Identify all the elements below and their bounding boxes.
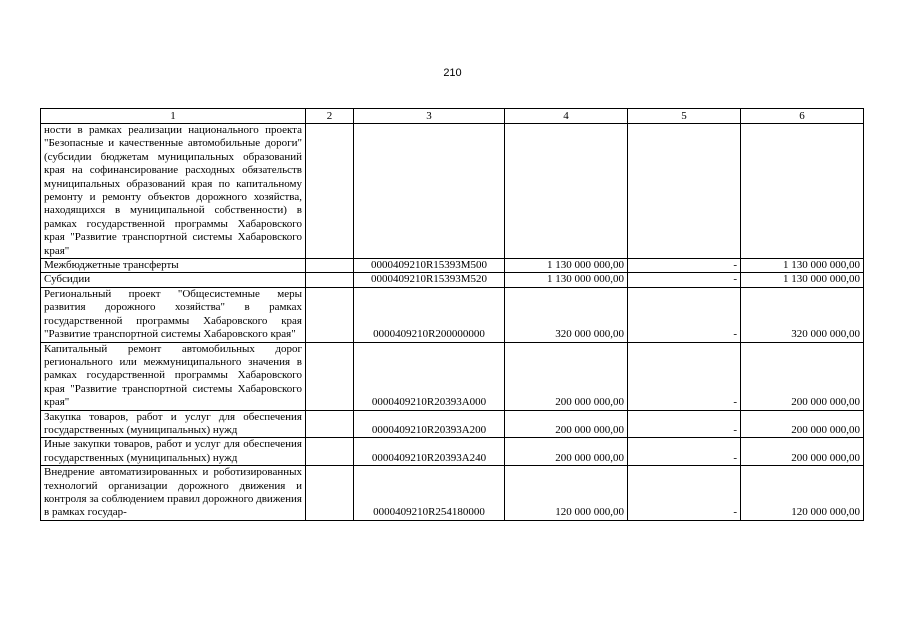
- row-amount: 1 130 000 000,00: [505, 273, 628, 287]
- table-row: [41, 287, 864, 342]
- row-amount: 200 000 000,00: [505, 438, 628, 466]
- row-code: 0000409210R200000000: [354, 287, 505, 342]
- column-header-2: 2: [306, 109, 354, 124]
- row-col2: [306, 124, 354, 259]
- table-row: [41, 273, 864, 287]
- row-total: 1 130 000 000,00: [741, 273, 864, 287]
- row-amount: 320 000 000,00: [505, 287, 628, 342]
- row-col2: [306, 438, 354, 466]
- row-code: 0000409210R254180000: [354, 466, 505, 521]
- table-row: [41, 124, 864, 259]
- budget-table: [40, 108, 864, 521]
- column-header-6: 6: [741, 109, 864, 124]
- row-col2: [306, 466, 354, 521]
- row-col2: [306, 342, 354, 410]
- row-name: Капитальный ремонт автомобильных дорог регионального или межмуниципального значения в рамках государственной программы Хабаровского края "Развитие транспортной системы Хабаровского края": [41, 342, 306, 410]
- row-col5: -: [628, 273, 741, 287]
- table-row: [41, 410, 864, 438]
- row-total: 200 000 000,00: [741, 438, 864, 466]
- row-name: Региональный проект "Общесистемные меры развития дорожного хозяйства" в рамках государственной программы Хабаровского края "Развитие транспортной системы Хабаровского края": [41, 287, 306, 342]
- row-code: 0000409210R20393А000: [354, 342, 505, 410]
- row-code: 0000409210R15393М500: [354, 259, 505, 273]
- row-amount: [505, 124, 628, 259]
- column-header-4: 4: [505, 109, 628, 124]
- table-row: [41, 466, 864, 521]
- row-name: ности в рамках реализации национального проекта "Безопасные и качественные автомобильные дороги" (субсидии бюджетам муниципальных образований края на софинансирование расходных обязательств муниципальных образований края по капитальному ремонту и ремонту объектов дорожного хозяйства, находящихся в муниципальной собственности) в рамках государственной программы Хабаровского края "Развитие транспортной системы Хабаровского края": [41, 124, 306, 259]
- column-header-1: 1: [41, 109, 306, 124]
- row-amount: 200 000 000,00: [505, 410, 628, 438]
- row-code: 0000409210R20393А240: [354, 438, 505, 466]
- row-col2: [306, 410, 354, 438]
- row-col5: -: [628, 287, 741, 342]
- column-header-3: 3: [354, 109, 505, 124]
- row-col5: -: [628, 438, 741, 466]
- row-code: 0000409210R20393А200: [354, 410, 505, 438]
- row-col5: -: [628, 410, 741, 438]
- table-row: [41, 342, 864, 410]
- row-code: 0000409210R15393М520: [354, 273, 505, 287]
- table-row: [41, 259, 864, 273]
- row-name: Иные закупки товаров, работ и услуг для обеспечения государственных (муниципальных) нужд: [41, 438, 306, 466]
- row-col5: -: [628, 466, 741, 521]
- row-col2: [306, 287, 354, 342]
- row-total: 320 000 000,00: [741, 287, 864, 342]
- row-col5: -: [628, 259, 741, 273]
- row-total: 200 000 000,00: [741, 410, 864, 438]
- row-col2: [306, 273, 354, 287]
- row-col2: [306, 259, 354, 273]
- page-number: 210: [443, 67, 462, 79]
- row-col5: [628, 124, 741, 259]
- row-amount: 120 000 000,00: [505, 466, 628, 521]
- row-col5: -: [628, 342, 741, 410]
- table-row: [41, 438, 864, 466]
- row-amount: 1 130 000 000,00: [505, 259, 628, 273]
- row-name: Закупка товаров, работ и услуг для обеспечения государственных (муниципальных) нужд: [41, 410, 306, 438]
- row-total: [741, 124, 864, 259]
- row-amount: 200 000 000,00: [505, 342, 628, 410]
- column-header-5: 5: [628, 109, 741, 124]
- row-total: 200 000 000,00: [741, 342, 864, 410]
- header-row: [41, 109, 864, 124]
- row-total: 120 000 000,00: [741, 466, 864, 521]
- row-total: 1 130 000 000,00: [741, 259, 864, 273]
- row-name: Субсидии: [41, 273, 306, 287]
- row-name: Внедрение автоматизированных и роботизированных технологий организации дорожного движения и контроля за соблюдением правил дорожного движения в рамках государ-: [41, 466, 306, 521]
- row-code: [354, 124, 505, 259]
- row-name: Межбюджетные трансферты: [41, 259, 306, 273]
